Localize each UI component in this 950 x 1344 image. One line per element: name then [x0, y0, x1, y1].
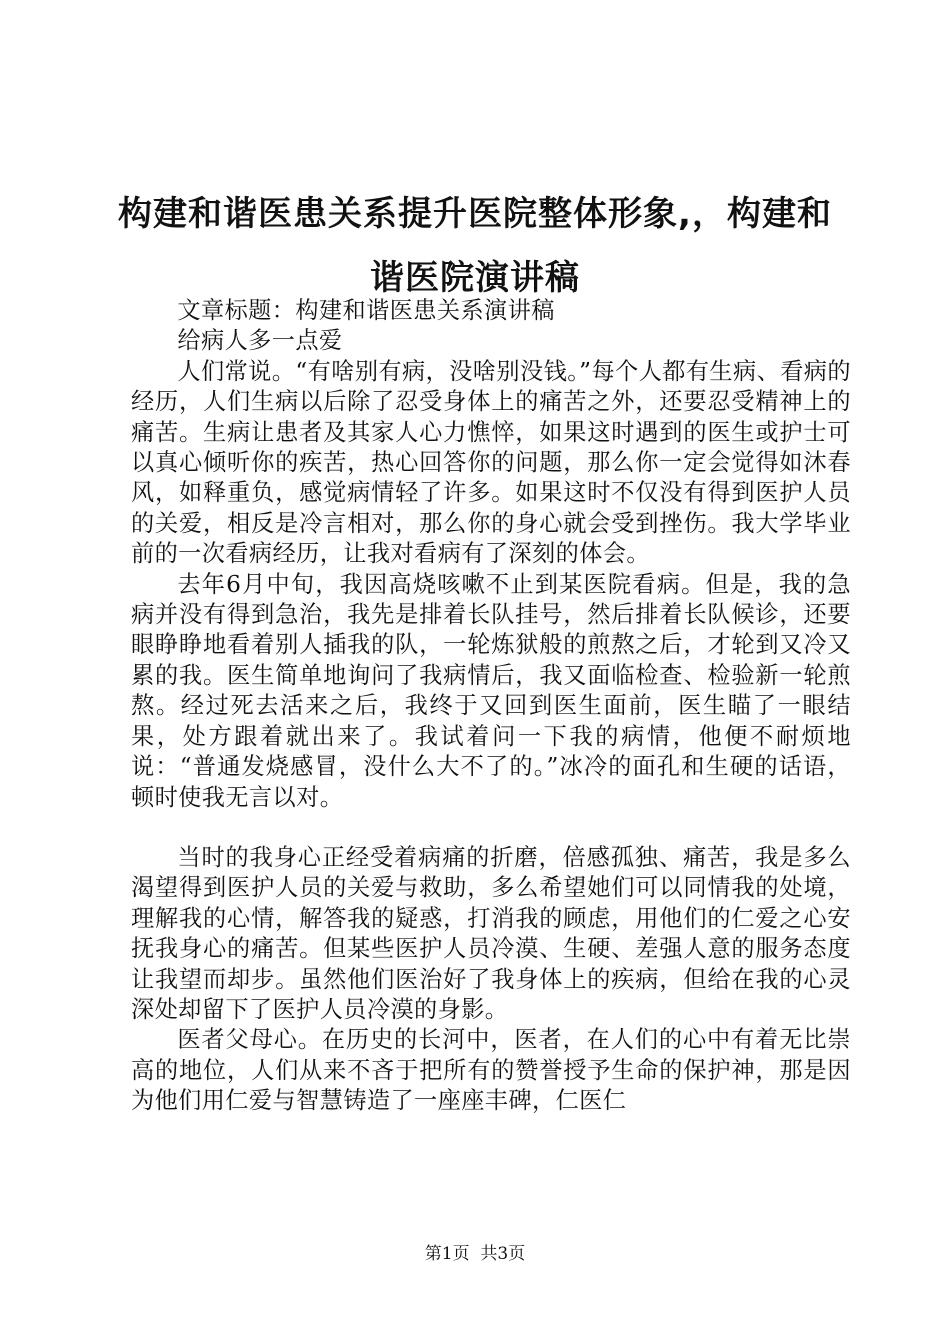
body-paragraph: 当时的我身心正经受着病痛的折磨，倍感孤独、痛苦，我是多么渴望得到医护人员的关爱与救助，多么希望她们可以同情我的处境，理解我的心情，解答我的疑惑，打消我的顾虑，用他们的仁爱之心安抚我身心的痛苦。但某些医护人员冷漠、生硬、差强人意的服务态度让我望而却步。虽然他们医治好了我身体上的疾病，但给在我的心灵深处却留下了医护人员冷漠的身影。 — [131, 843, 851, 1023]
subtitle-line: 给病人多一点爱 — [177, 327, 343, 355]
title-line-2: 谐医院演讲稿 — [370, 258, 580, 298]
document-title — [100, 182, 850, 310]
document-body — [131, 296, 851, 1117]
body-paragraph: 去年6月中旬，我因高烧咳嗽不止到某医院看病。但是，我的急病并没有得到急治，我先是排着长队挂号，然后排着长队候诊，还要眼睁睁地看着别人插我的队，一轮炼狱般的煎熬之后，才轮到又冷又累的我。医生简单地询问了我病情后，我又面临检查、检验新一轮煎熬。经过死去活来之后，我终于又回到医生面前，医生瞄了一眼结果，处方跟着就出来了。我试着问一下我的病情，他便不耐烦地说：“普通发烧感冒，没什么大不了的。”冰冷的面孔和生硬的话语，顿时使我无言以对。 — [131, 570, 851, 811]
body-paragraph: 人们常说。“有啥别有病，没啥别没钱。”每个人都有生病、看病的经历，人们生病以后除了忍受身体上的痛苦之外，还要忍受精神上的痛苦。生病让患者及其家人心力憔悴，如果这时遇到的医生或护士可以真心倾听你的疾苦，热心回答你的问题，那么你一定会觉得如沐春风，如释重负，感觉病情轻了许多。如果这时不仅没有得到医护人员的关爱，相反是冷言相对，那么你的身心就会受到挫伤。我大学毕业前的一次看病经历，让我对看病有了深刻的体会。 — [131, 357, 851, 568]
article-title-line: 文章标题：构建和谐医患关系演讲稿 — [177, 297, 555, 324]
page-footer: 第1页 共3页 — [424, 1244, 526, 1264]
title-line-1: 构建和谐医患关系提升医院整体形象,，构建和 — [118, 194, 832, 234]
body-paragraph: 医者父母心。在历史的长河中，医者，在人们的心中有着无比崇高的地位，人们从来不吝于把所有的赞誉授予生命的保护神，那是因为他们用仁爱与智慧铸造了一座座丰碑，仁医仁 — [131, 1026, 851, 1115]
